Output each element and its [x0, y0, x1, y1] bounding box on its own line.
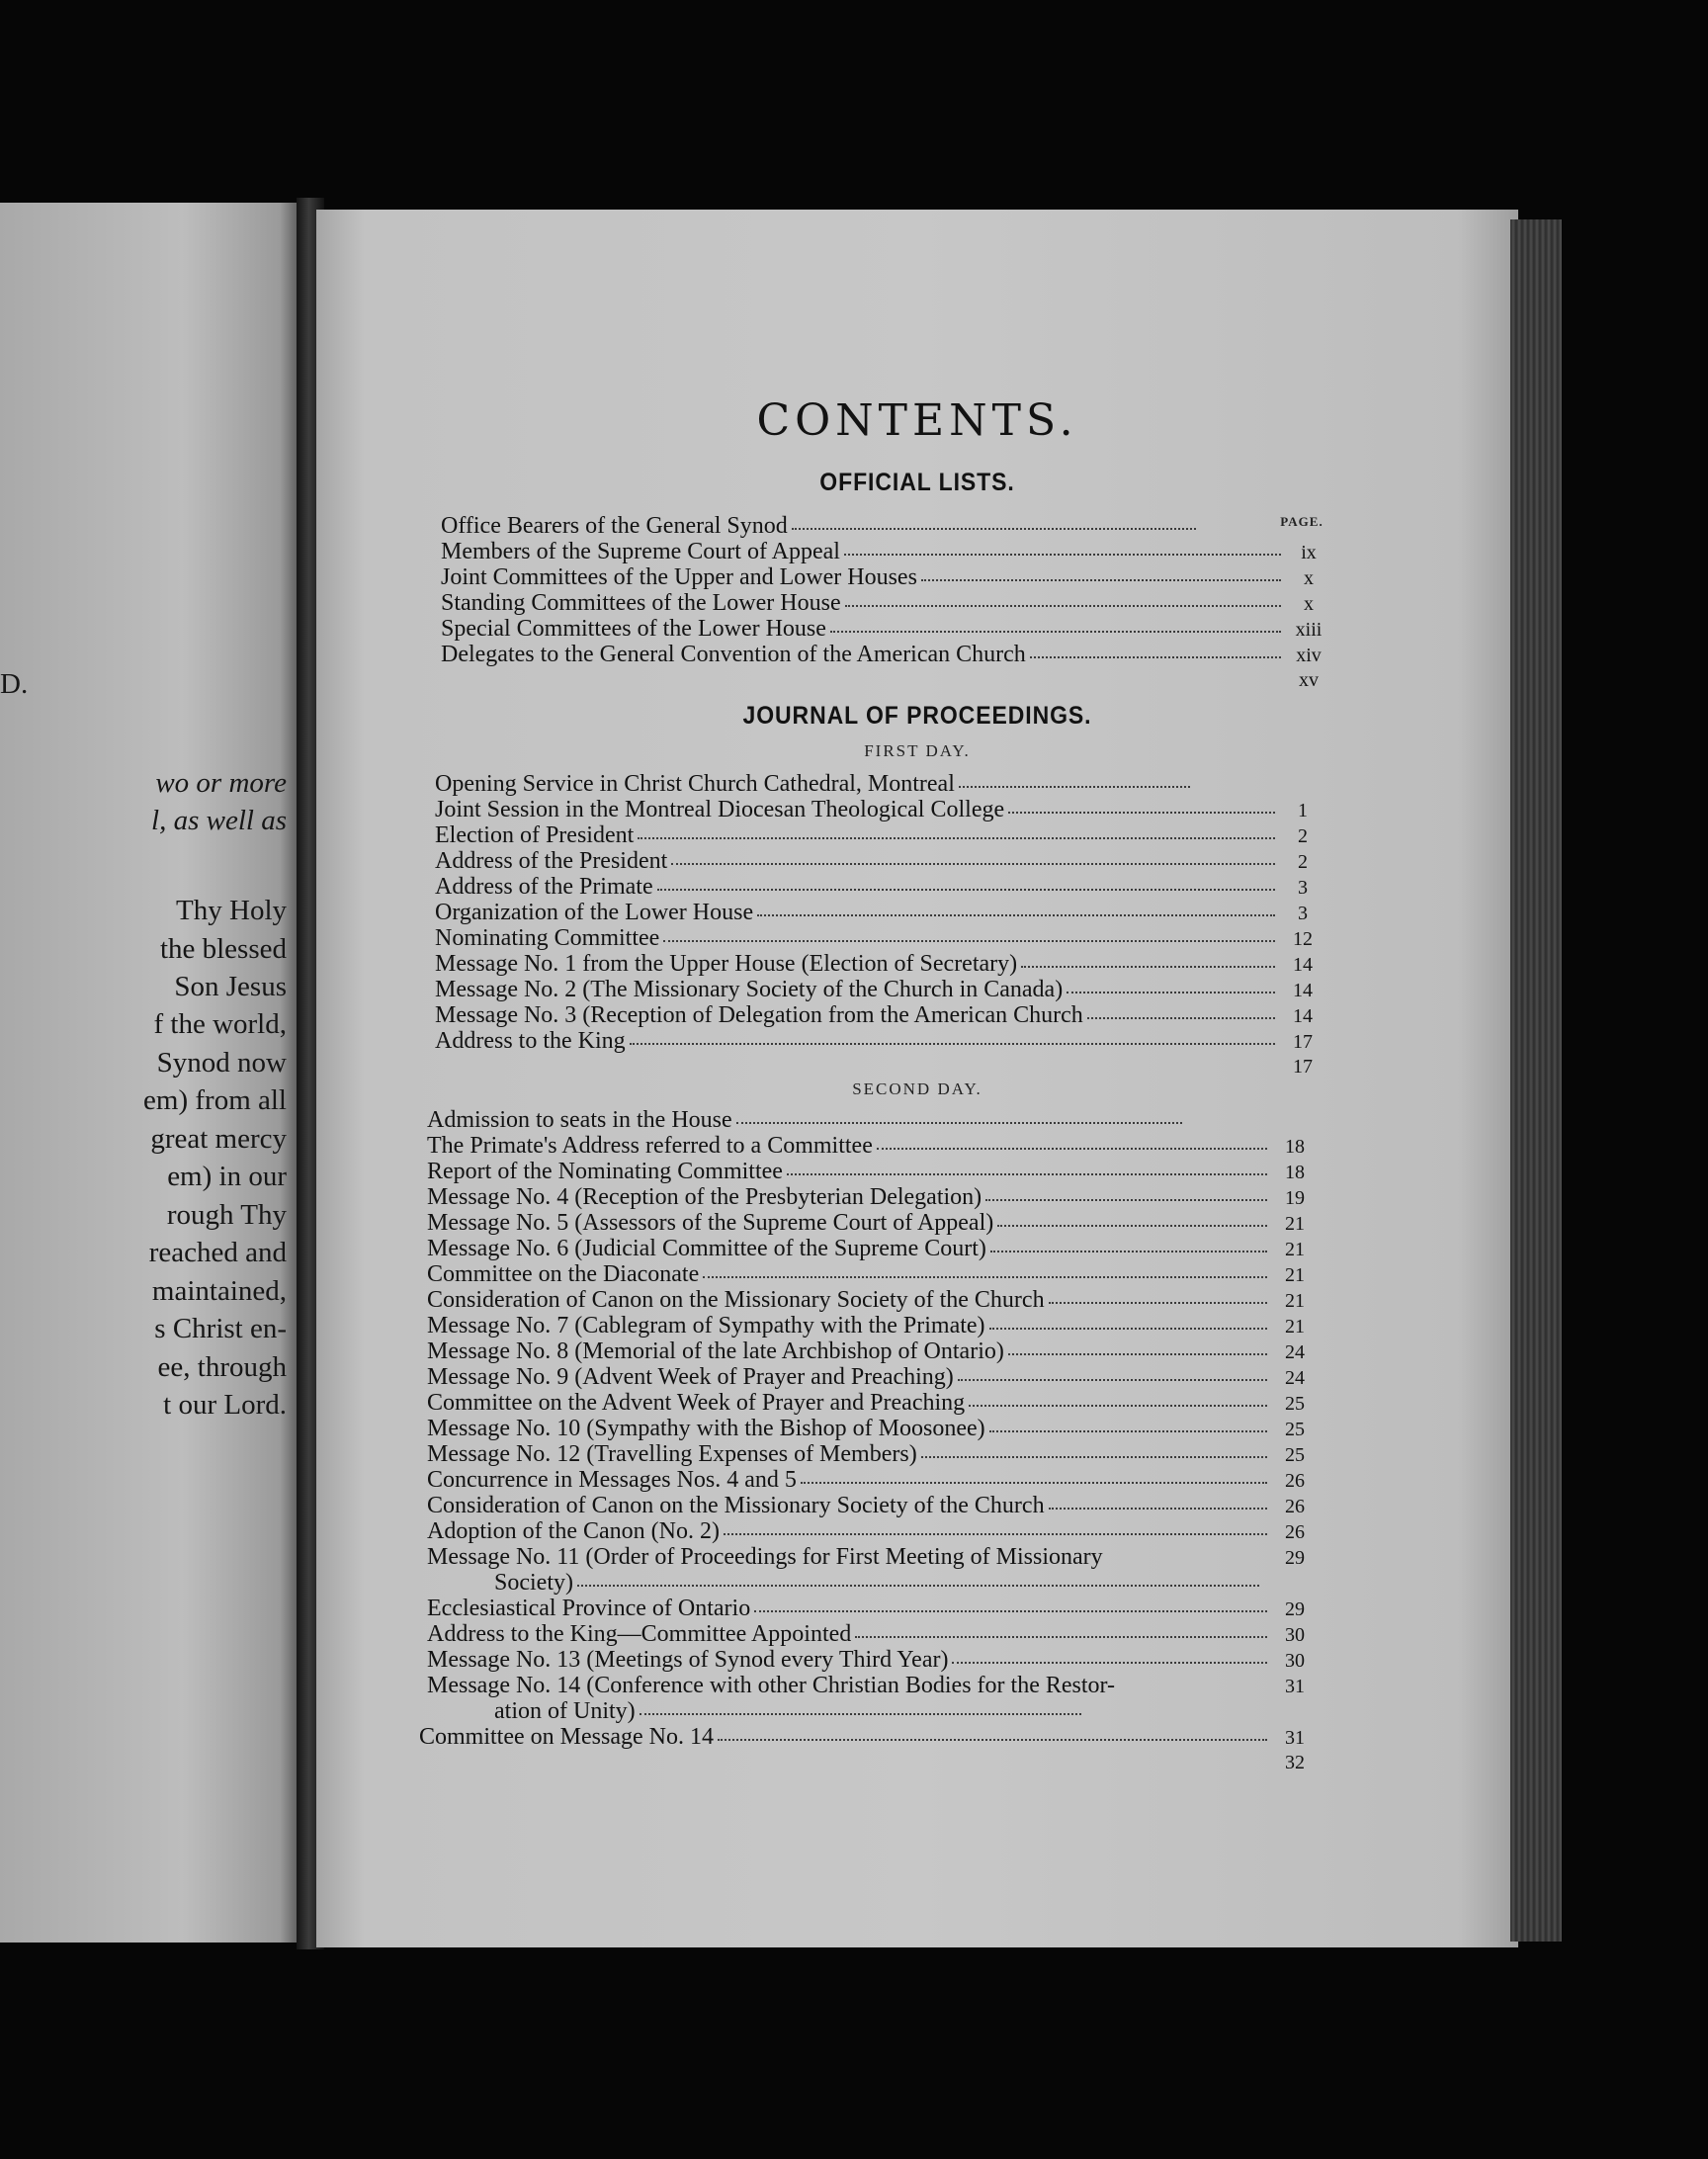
left-page-fragment: l, as well as [151, 805, 287, 836]
first-day-heading: FIRST DAY. [864, 741, 971, 760]
toc-entry[interactable]: Message No. 2 (The Missionary Society of the Church in Canada) 14 [435, 977, 1313, 1002]
left-page [0, 203, 304, 1943]
toc-entry[interactable]: Consideration of Canon on the Missionary Society of the Church 21 [427, 1287, 1305, 1313]
toc-entry[interactable]: Admission to seats in the House [427, 1107, 1188, 1133]
left-page-fragment: f the world, [153, 1008, 287, 1040]
toc-entry[interactable]: Message No. 5 (Assessors of the Supreme Court of Appeal) 21 [427, 1210, 1305, 1236]
left-page-fragment: s Christ en- [154, 1313, 287, 1344]
toc-entry[interactable]: Ecclesiastical Province of Ontario 29 [427, 1596, 1305, 1621]
left-page-fragment: em) from all [143, 1084, 287, 1116]
left-page-fragment: wo or more [155, 767, 287, 799]
toc-entry[interactable]: Delegates to the General Convention of the American Church xiv [441, 642, 1322, 667]
toc-entry[interactable]: Opening Service in Christ Church Cathedral, Montreal [435, 771, 1196, 797]
toc-entry[interactable]: Joint Committees of the Upper and Lower Houses x [441, 564, 1314, 590]
left-page-fragment: t our Lord. [163, 1389, 287, 1421]
toc-entry[interactable]: Standing Committees of the Lower House x [441, 590, 1314, 616]
toc-entry[interactable]: xv [1299, 669, 1319, 691]
toc-entry[interactable]: Special Committees of the Lower House xiii [441, 616, 1323, 642]
toc-entry[interactable]: Report of the Nominating Committee 18 [427, 1159, 1305, 1184]
toc-entry-continuation[interactable]: ation of Unity) [494, 1698, 1087, 1724]
toc-entry-continuation[interactable]: Society) [494, 1570, 1265, 1596]
left-page-fragment: em) in our [167, 1161, 287, 1192]
toc-entry[interactable]: Committee on the Diaconate 21 [427, 1261, 1305, 1287]
left-page-fragment: Synod now [156, 1047, 287, 1079]
left-page-fragment: rough Thy [166, 1199, 287, 1231]
official-lists-heading: OFFICIAL LISTS. [819, 469, 1015, 496]
toc-entry[interactable]: Address to the King 17 [435, 1028, 1313, 1054]
toc-entry[interactable]: Message No. 4 (Reception of the Presbyterian Delegation) 19 [427, 1184, 1305, 1210]
toc-entry[interactable]: Message No. 14 (Conference with other Christian Bodies for the Restor- 31 [427, 1673, 1305, 1698]
toc-entry[interactable]: Office Bearers of the General Synod [441, 513, 1202, 539]
contents-page [316, 210, 1518, 1947]
toc-entry[interactable]: Message No. 12 (Travelling Expenses of Members) 25 [427, 1441, 1305, 1467]
left-page-fragment: Son Jesus [174, 971, 287, 1002]
toc-entry[interactable]: Members of the Supreme Court of Appeal ix [441, 539, 1317, 564]
toc-entry[interactable]: Address to the King—Committee Appointed 30 [427, 1621, 1305, 1647]
left-page-fragment: reached and [148, 1237, 287, 1268]
toc-entry[interactable]: Message No. 11 (Order of Proceedings for First Meeting of Missionary 29 [427, 1544, 1305, 1570]
toc-entry[interactable]: Election of President 2 [435, 822, 1308, 848]
left-page-fragment: Thy Holy [176, 895, 287, 926]
left-page-fragment: the blessed [159, 933, 287, 965]
toc-entry[interactable]: Nominating Committee 12 [435, 925, 1313, 951]
toc-entry[interactable]: Joint Session in the Montreal Diocesan Theological College 1 [435, 797, 1308, 822]
toc-entry[interactable]: Concurrence in Messages Nos. 4 and 5 26 [427, 1467, 1305, 1493]
toc-entry[interactable]: Adoption of the Canon (No. 2) 26 [427, 1518, 1305, 1544]
toc-entry[interactable]: Message No. 6 (Judicial Committee of the Supreme Court) 21 [427, 1236, 1305, 1261]
toc-entry[interactable]: Committee on Message No. 14 31 [419, 1724, 1305, 1750]
contents-title: CONTENTS. [756, 395, 1078, 446]
toc-entry[interactable]: Message No. 9 (Advent Week of Prayer and Preaching) 24 [427, 1364, 1305, 1390]
toc-entry[interactable]: Consideration of Canon on the Missionary Society of the Church 26 [427, 1493, 1305, 1518]
left-page-fragment: D. [0, 668, 29, 700]
toc-entry[interactable]: Message No. 7 (Cablegram of Sympathy with the Primate) 21 [427, 1313, 1305, 1339]
left-page-fragment: great mercy [150, 1123, 287, 1155]
toc-entry[interactable]: Message No. 3 (Reception of Delegation from the American Church 14 [435, 1002, 1313, 1028]
toc-entry[interactable]: The Primate's Address referred to a Committee 18 [427, 1133, 1305, 1159]
left-page-fragment: maintained, [151, 1275, 287, 1307]
toc-entry[interactable]: Message No. 10 (Sympathy with the Bishop of Moosonee) 25 [427, 1416, 1305, 1441]
toc-entry[interactable]: Message No. 8 (Memorial of the late Archbishop of Ontario) 24 [427, 1339, 1305, 1364]
toc-entry[interactable]: 17 [1293, 1056, 1313, 1078]
toc-entry[interactable]: Message No. 1 from the Upper House (Election of Secretary) 14 [435, 951, 1313, 977]
toc-entry[interactable]: Committee on the Advent Week of Prayer and Preaching 25 [427, 1390, 1305, 1416]
toc-entry[interactable]: Address of the President 2 [435, 848, 1308, 874]
page-column-label: PAGE. [1280, 514, 1324, 529]
second-day-heading: SECOND DAY. [852, 1080, 982, 1098]
toc-entry[interactable]: Organization of the Lower House 3 [435, 900, 1308, 925]
toc-entry[interactable]: 32 [1285, 1752, 1305, 1773]
toc-entry[interactable]: Address of the Primate 3 [435, 874, 1308, 900]
toc-entry[interactable]: Message No. 13 (Meetings of Synod every Third Year) 30 [427, 1647, 1305, 1673]
book-page-edges [1510, 219, 1562, 1942]
journal-heading: JOURNAL OF PROCEEDINGS. [742, 702, 1092, 730]
left-page-fragment: ee, through [157, 1351, 287, 1383]
